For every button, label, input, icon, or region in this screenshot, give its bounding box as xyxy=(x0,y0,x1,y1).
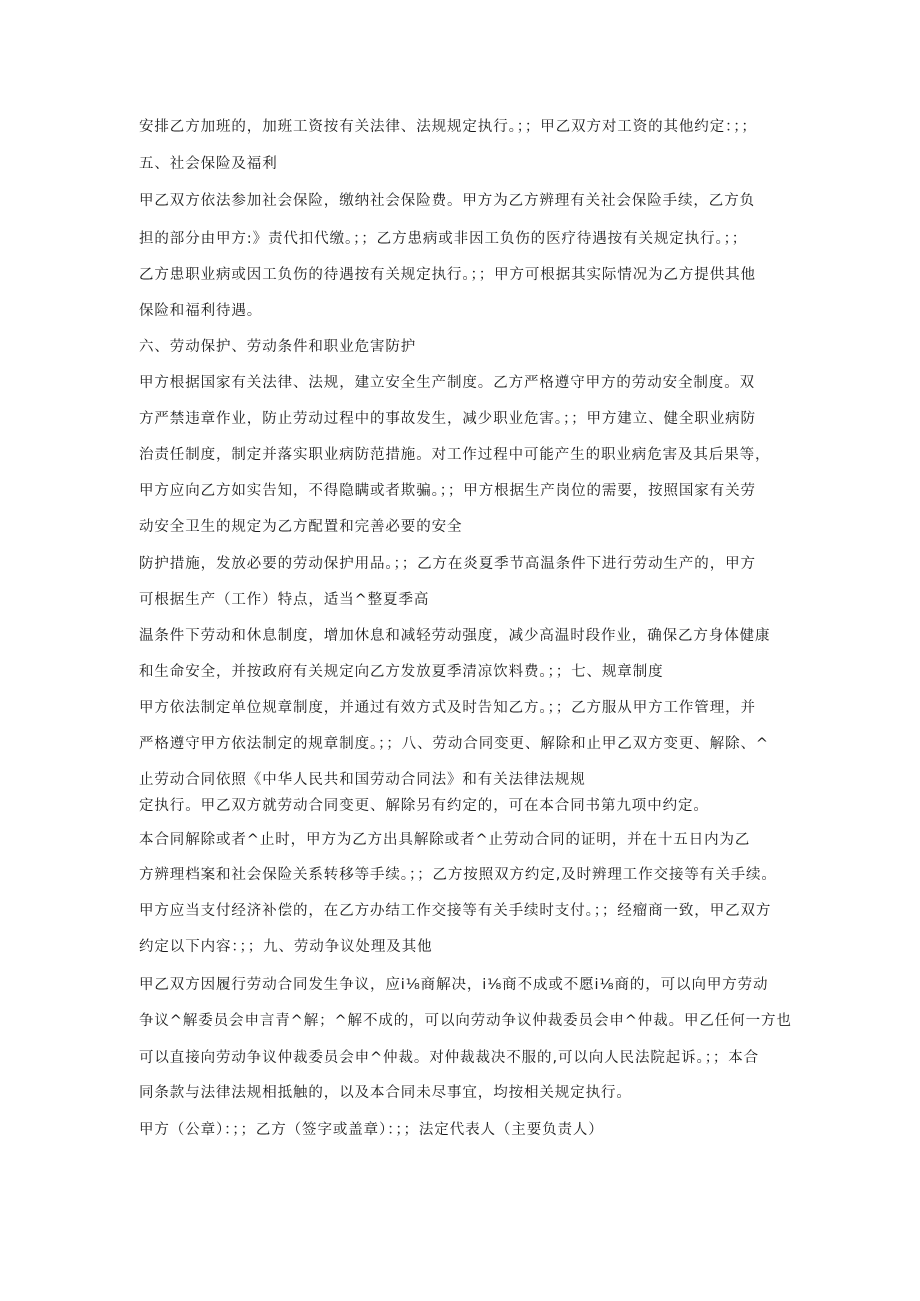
text-line: 可以直接向劳动争议仲裁委员会申^仲裁。对仲裁裁决不服的,可以向人民法院起诉。；；本合 xyxy=(139,1050,760,1066)
text-line: 保险和福利待遇。 xyxy=(139,303,263,319)
text-line: 安排乙方加班的，加班工资按有关法律、法规规定执行。；；甲乙双方对工资的其他约定：；； xyxy=(139,119,757,135)
text-line: 担的部分由甲方:》责代扣代缴。；；乙方患病或非因工负伤的医疗待遇按有关规定执行。；； xyxy=(139,231,748,247)
text-line: 治责任制度，制定并落实职业病防范措施。对工作过程中可能产生的职业病危害及其后果等， xyxy=(139,447,771,463)
text-line: 甲方应向乙方如实告知，不得隐瞒或者欺骗。；；甲方根据生产岗位的需要，按照国家有关劳 xyxy=(139,483,756,499)
text-line: 和生命安全，并按政府有关规定向乙方发放夏季清凉饮料费。；；七、规章制度 xyxy=(139,664,664,680)
text-line: 甲方根据国家有关法律、法规，建立安全生产制度。乙方严格遵守甲方的劳动安全制度。双 xyxy=(139,375,755,391)
text-line: 方辨理档案和社会保险关系转移等手续。；；乙方按照双方约定,及时辨理工作交接等有关手续。 xyxy=(139,867,777,883)
text-line: 方严禁违章作业，防止劳动过程中的事故发生，减少职业危害。；；甲方建立、健全职业病防 xyxy=(139,411,756,427)
text-line: 可根据生产（工作）特点，适当^整夏季高 xyxy=(139,592,430,608)
text-line: 本合同解除或者^止时，甲方为乙方出具解除或者^止劳动合同的证明，并在十五日内为乙 xyxy=(139,832,751,848)
text-line: 定执行。甲乙双方就劳动合同变更、解除另有约定的，可在本合同书第九项中约定。 xyxy=(139,798,709,814)
text-line: 同条款与法律法规相抵触的，以及本合同未尽事宜，均按相关规定执行。 xyxy=(139,1085,632,1101)
text-line: 防护措施，发放必要的劳动保护用品。；；乙方在炎夏季节高温条件下进行劳动生产的，甲方 xyxy=(139,556,756,572)
text-line: 动安全卫生的规定为乙方配置和完善必要的安全 xyxy=(139,519,463,535)
signature-line: 甲方（公章）：；；乙方（签字或盖章）：；；法定代表人（主要负责人） xyxy=(139,1122,604,1138)
text-line: 乙方患职业病或因工负伤的待遇按有关规定执行。；；甲方可根据其实际情况为乙方提供其他 xyxy=(139,267,756,283)
text-line: 甲乙双方因履行劳动合同发生争议，应i⅛商解决，i⅛商不成或不愿i⅛商的，可以向甲方劳动 xyxy=(139,977,769,993)
text-line: 甲方依法制定单位规章制度，并通过有效方式及时告知乙方。；；乙方服从甲方工作管理，并 xyxy=(139,700,756,716)
section-heading: 六、劳动保护、劳动条件和职业危害防护 xyxy=(139,339,417,355)
text-line: 温条件下劳动和休息制度，增加休息和减轻劳动强度，减少高温时段作业，确保乙方身体健康 xyxy=(139,628,771,644)
section-heading: 五、社会保险及福利 xyxy=(139,156,278,172)
text-line: 严格遵守甲方依法制定的规章制度。；；八、劳动合同变更、解除和止甲乙双方变更、解除、^ xyxy=(139,736,769,752)
text-line: 争议^解委员会申言青^解；^解不成的，可以向劳动争议仲裁委员会申^仲裁。甲乙任何一方也 xyxy=(139,1013,792,1029)
text-line: 甲方应当支付经济补偿的，在乙方办结工作交接等有关手续时支付。；；经瘤商一致，甲乙双方 xyxy=(139,903,772,919)
text-line: 约定以下内容：；；九、劳动争议处理及其他 xyxy=(139,939,433,955)
text-line: 甲乙双方依法参加社会保险，缴纳社会保险费。甲方为乙方辨理有关社会保险手续，乙方负 xyxy=(139,193,755,209)
text-line: 止劳动合同依照《中华人民共和国劳动合同法》和有关法律法规规 xyxy=(139,772,586,788)
